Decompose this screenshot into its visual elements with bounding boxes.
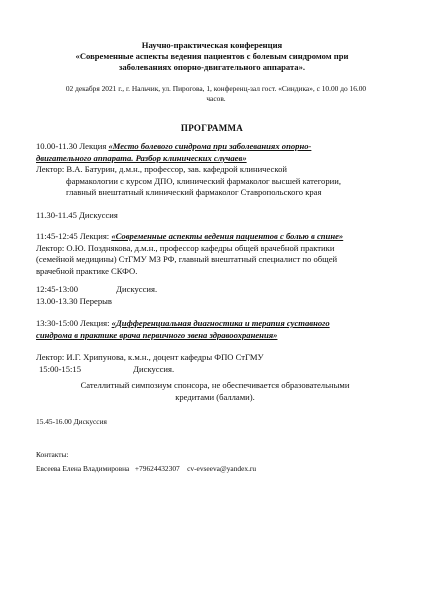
lecturer-line2: фармакологии с курсом ДПО, клинический фармаколог высшей категории, [66,175,341,186]
item-time: 13:30-15:00 [36,318,79,328]
contact-name: Евсеева Елена Владимировна [36,464,130,473]
contacts-label: Контакты: [36,450,69,459]
program-item-1 [36,141,392,199]
program-title: ПРОГРАММА [180,123,244,133]
contact-line [36,464,256,474]
symposium-line1: Сателлитный симпозиум спонсора, не обеспечивается образовательными [80,380,350,390]
lecture-title-line2: двигательного аппарата. Разбор клинических случаев» [36,152,247,163]
lecturer-line2: (семейной медицины) СтГМУ МЗ РФ, главный внештатный специалист по общей [36,254,338,265]
venue-line2: часов. [206,94,226,103]
conference-header [40,40,384,73]
lecture-title-line2: синдрома в практике врача первичного звена здравоохранения» [36,329,278,340]
lecturer-line1: Лектор: В.А. Батурин, д.м.н., профессор, зав. кафедрой клинической [36,164,287,175]
lecturer-line3: главный внештатный клинический фармаколог Ставропольского края [66,187,322,198]
conference-type: Научно-практическая конференция [141,40,283,50]
contact-email[interactable]: cv-evseeva@yandex.ru [187,464,257,473]
venue-line1: 02 декабря 2021 г., г. Нальчик, ул. Пирогова, 1, конференц-зал гост. «Синдика», с 10.00 до 16.00 [65,84,367,93]
final-discussion: 15.45-16.00 Дискуссия [36,417,107,426]
symposium-note [60,380,370,403]
program-item-4 [36,284,392,307]
conference-title-line2: заболеваниях опорно-двигательного аппарата». [118,62,306,72]
item-time: 10.00-11.30 [36,141,78,151]
break-time: 13.00-13.30 Перерыв [36,295,112,306]
lecture-title-line1: «Современные аспекты ведения пациентов с болью в спине» [111,231,344,241]
item-type: Лекция: [79,231,110,241]
lecture-title-line1: «Место болевого синдрома при заболеваниях опорно- [108,141,312,151]
item-label: Дискуссия. [116,284,158,294]
item-time: 12:45-13:00 [36,284,79,294]
symposium-line2: кредитами (баллами). [175,391,255,402]
conference-title-line1: «Современные аспекты ведения пациентов с болевым синдромом при [75,51,349,61]
lecturer-line1: Лектор: О.Ю. Позднякова, д.м.н., профессор кафедры общей врачебной практики [36,242,335,253]
discussion-label: Дискуссия. [133,363,175,374]
item-type: Лекция: [80,318,110,328]
venue-info [36,84,396,104]
lecture-title-line1: «Дифференциальная диагностика и терапия суставного [111,318,330,328]
discussion-time: 15:00-15:15 [39,363,82,374]
program-item-3 [36,231,392,277]
lecturer-line3: врачебной практике СКФО. [36,265,138,276]
lecturer-line1: Лектор: И.Г. Хрипунова, к.м.н., доцент кафедры ФПО СтГМУ [36,352,264,363]
item-time: 11:45-12:45 [36,231,78,241]
program-item-2: 11.30-11.45 Дискуссия [36,210,118,220]
item-type: Лекция [79,141,107,151]
program-item-5 [36,318,392,375]
contact-phone: +79624432307 [134,464,180,473]
